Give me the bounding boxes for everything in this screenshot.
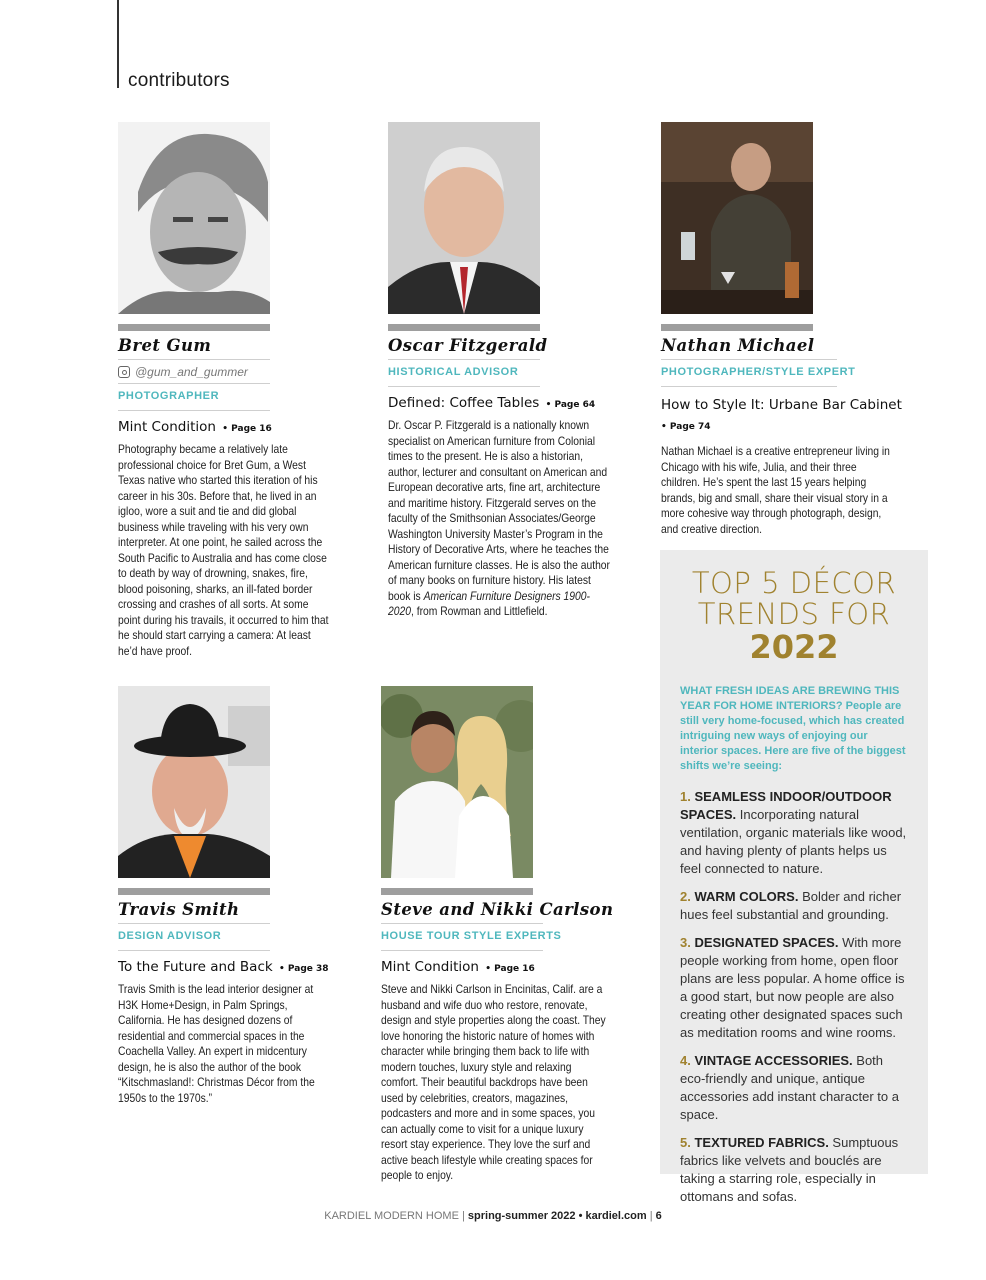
contributor-role: HISTORICAL ADVISOR [388,366,519,378]
divider [118,410,270,411]
trend-text: Sumptuous fabrics like velvets and bouclés are taking a starring role, especially in ottomans and sofas. [680,1135,899,1204]
section-title: contributors [128,70,230,91]
contributor-role: PHOTOGRAPHER [118,390,220,402]
page-ref: • Page 16 [485,964,535,974]
contributor-role: DESIGN ADVISOR [118,930,222,942]
story-name: To the Future and Back [118,959,273,975]
trend-number: 2. [680,889,691,904]
portrait-photo [388,122,540,314]
trends-title-line1: TOP 5 DÉCOR [691,566,897,600]
divider [118,950,270,951]
footer-dot: • [578,1210,583,1222]
name-bar [661,324,813,331]
story-title [381,959,641,975]
portrait-illustration [118,686,270,878]
contributor-name: Travis Smith [118,900,240,919]
story-name: Defined: Coffee Tables [388,395,540,411]
footer-page-number: 6 [655,1210,662,1222]
social-handle[interactable] [118,365,368,379]
trend-heading: TEXTURED FABRICS. [694,1135,829,1150]
page-ref: • Page 64 [545,400,596,410]
story-title [118,419,368,435]
footer-brand: KARDIEL MODERN HOME [324,1210,459,1222]
trend-heading: VINTAGE ACCESSORIES. [694,1053,853,1068]
contributor-bio: Travis Smith is the lead interior designer at H3K Home+Design, in Palm Springs, California. He has designed dozens of residential and commercial spaces in the Coachella Valley. An expert in midcentury design, he is also the author of the book “Kitschmasland!: Christmas Décor from the 1950s to the 1970s.” [118,982,315,1105]
divider [388,359,540,360]
contributor-bio: Steve and Nikki Carlson in Encinitas, Calif. are a husband and wife duo who restore, renovate, design and style properties along the coast. They love honoring the historic nature of homes with character while bringing them back to life with modern touches, luxury style and relaxing comfort. Their beautiful backdrops have been used by celebrities, creators, magazines, podcasters and more and in some spaces, you can actually come to visit for a unique luxury resort stay experience. They love the surf and active beach lifestyle while creating spaces for people to enjoy. [381,982,606,1182]
page-ref: • Page 38 [279,964,329,974]
trends-year: 2022 [749,628,839,666]
contributor-name: Steve and Nikki Carlson [381,900,614,919]
trend-heading: DESIGNATED SPACES. [694,935,839,950]
contributor-card-carlson [381,686,641,1184]
story-name: How to Style It: Urbane Bar Cabinet [661,397,902,413]
trend-item [680,1052,908,1124]
divider [381,950,543,951]
trend-heading: WARM COLORS. [694,889,799,904]
contributor-bio [388,418,612,620]
contributor-name: Bret Gum [118,336,212,355]
trend-number: 4. [680,1053,691,1068]
name-bar [388,324,540,331]
instagram-icon [118,366,130,378]
portrait-photo [118,686,270,878]
portrait-illustration [388,122,540,314]
portrait-photo [381,686,533,878]
story-name: Mint Condition [381,959,479,975]
book-title: American Furniture Designers 1900-2020 [388,588,590,618]
trend-item [680,888,908,924]
footer-site[interactable]: kardiel.com [585,1210,647,1222]
divider [661,359,837,360]
trend-number: 1. [680,789,691,804]
contributor-role: PHOTOGRAPHER/STYLE EXPERT [661,366,856,378]
portrait-illustration [661,122,813,314]
social-handle-text: @gum_and_gummer [135,365,248,379]
contributor-name: Oscar Fitzgerald [388,336,548,355]
divider [661,386,837,387]
page-ref: • Page 74 [661,422,711,432]
bio-text: Dr. Oscar P. Fitzgerald is a nationally known specialist on American furniture from Colonial times to the present. He is also a historian, author, lecturer and consultant on American and European decorative arts, fine art, architecture and maritime history. Fitzgerald serves on the faculty of the Smithsonian Associates/George Washington University Master’s Program in the History of Decorative Arts, where he teaches the American furniture classes. He is also the author of many books on furniture history. His latest book is [388,418,610,603]
page-ref: • Page 16 [222,424,272,434]
name-bar [381,888,533,895]
contributor-role: HOUSE TOUR STYLE EXPERTS [381,930,562,942]
trend-text: Bolder and richer hues feel substantial and grounding. [680,889,902,922]
trend-text: Both eco-friendly and unique, antique accessories add instant character to a space. [680,1053,899,1122]
contributor-card-oscar-fitzgerald [388,122,638,620]
contributor-card-travis-smith [118,686,368,1106]
portrait-illustration [381,686,533,878]
trend-item [680,788,908,878]
page-footer [0,1210,986,1222]
footer-separator: | [461,1210,465,1222]
trend-number: 3. [680,935,691,950]
trend-text: With more people working from home, open floor plans are less popular. A home office is a good start, but now people are also creating other designated spaces such as meditation rooms and wine rooms. [680,935,905,1040]
trends-title-line2: TRENDS FOR [697,597,891,631]
story-name: Mint Condition [118,419,216,435]
header-rule [117,0,119,88]
portrait-illustration [118,122,270,314]
bio-end: , from Rowman and Littlefield. [410,604,548,618]
footer-issue: spring-summer 2022 [467,1210,576,1222]
trend-text: Incorporating natural ventilation, organic materials like wood, and having plenty of plants helps us feel connected to nature. [680,807,907,876]
contributor-card-nathan-michael [661,122,921,537]
name-bar [118,888,270,895]
trend-item [680,934,908,1042]
trend-heading: SEAMLESS INDOOR/OUTDOOR SPACES. [680,789,892,822]
divider [118,923,270,924]
contributor-bio: Nathan Michael is a creative entrepreneur living in Chicago with his wife, Julia, and their three children. He’s spent the last 15 years helping brands, big and small, share their visual story in a more cohesive way through photograph, design, and creative direction. [661,444,890,536]
contributor-name: Nathan Michael [661,336,815,355]
trend-item [680,1134,908,1206]
contributor-bio: Photography became a relatively late professional choice for Bret Gum, a West Texas native who started this iteration of his career in his 30s. Before that, he lived in an igloo, wore a suit and tie and did global business while traveling with his very own interpreter. At one point, he sailed across the South Pacific to Australia and has come close to death by way of drowning, snakes, fire, blood poisoning, sharks, an ill-fated border crossing and crashes of all sorts. At some point during his travails, it occurred to him that he should start carrying a camera: At least he’d have proof. [118,442,329,658]
divider [388,386,540,387]
story-title [388,395,638,411]
footer-separator: | [649,1210,653,1222]
trends-intro: WHAT FRESH IDEAS ARE BREWING THIS YEAR FOR HOME INTERIORS? People are still very home-focused, which has created intriguing new ways of enjoying our interior spaces. Here are five of the biggest shifts we’re seeing: [680,685,906,772]
story-title [118,959,368,975]
name-bar [118,324,270,331]
contributor-card-bret-gum [118,122,368,659]
story-title [661,395,921,437]
divider [118,383,270,384]
trend-number: 5. [680,1135,691,1150]
portrait-photo [118,122,270,314]
portrait-photo [661,122,813,314]
divider [118,359,270,360]
divider [381,923,543,924]
trends-sidebar [660,550,928,1204]
